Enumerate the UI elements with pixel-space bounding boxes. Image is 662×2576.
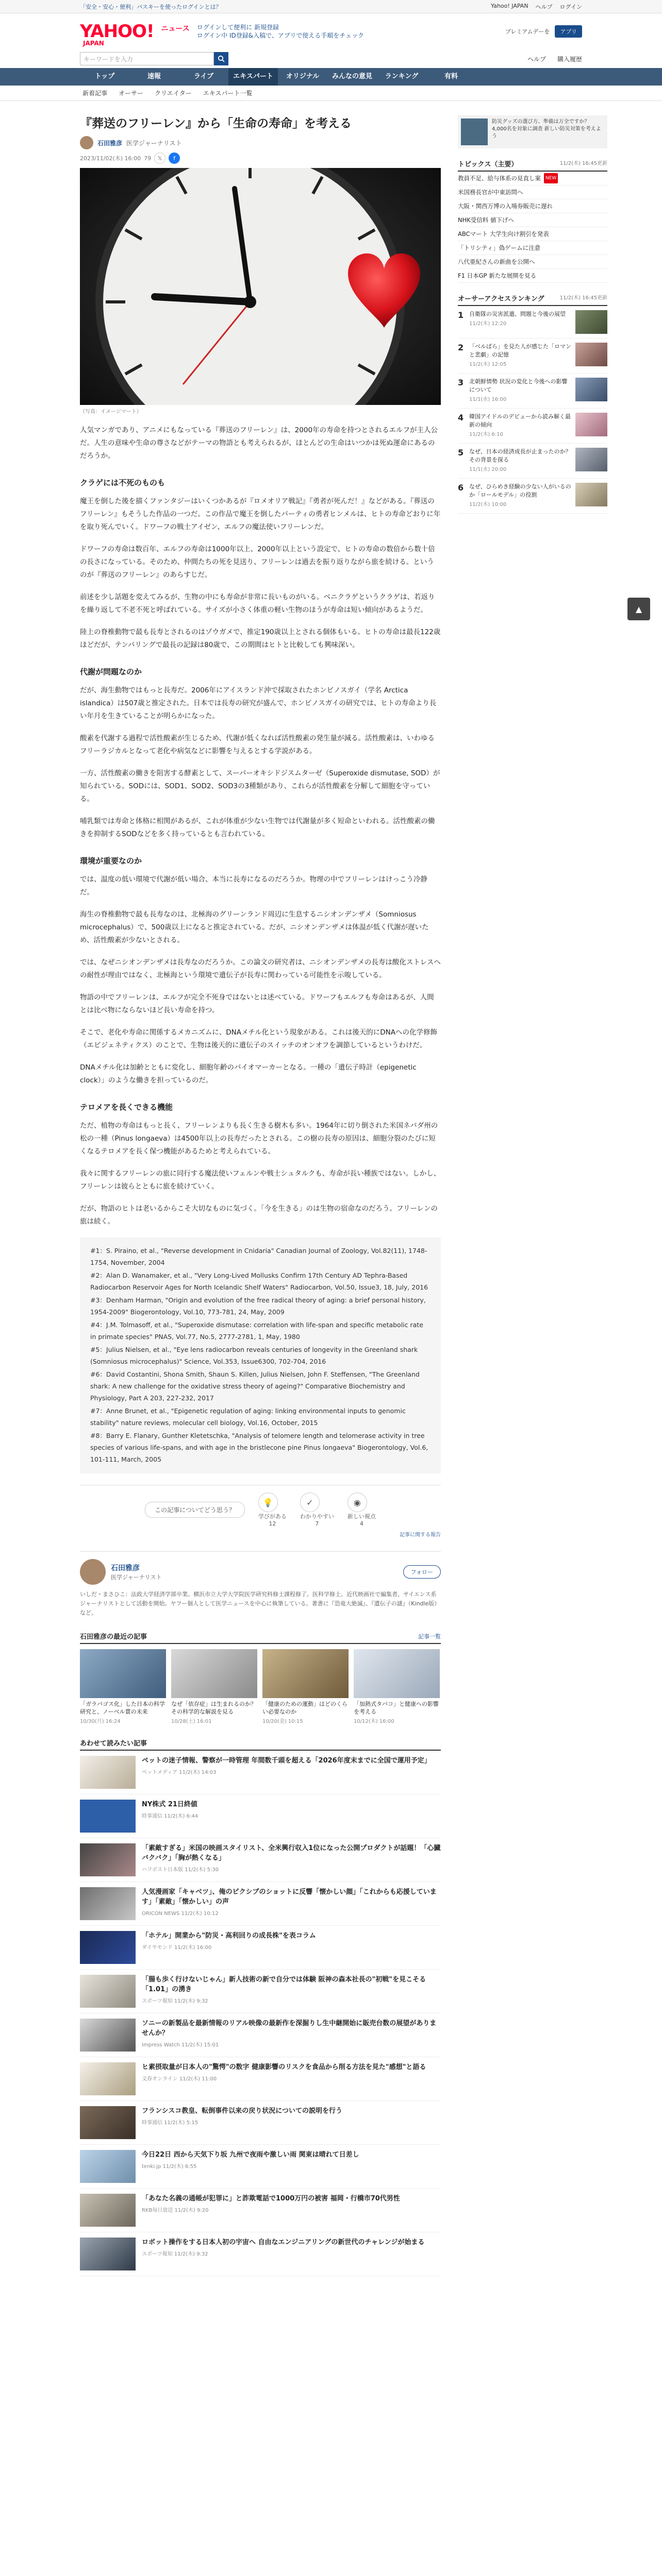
reference-item: #4：J.M. Tolmasoff, et al., "Superoxide dismutase: correlation with life-span and specific metabolic rate in primate species" PNAS, Vol.77, No.5, 2777-2781, 1, May, 1980 bbox=[90, 1321, 423, 1341]
ranking-heading-text: オーサーアクセスランキング bbox=[458, 295, 544, 303]
nav-item-paid[interactable]: 有料 bbox=[444, 73, 458, 80]
rec-title: ソニーの新製品を最新情報のリアル映像の最新作を深掘りし生中継開始に販売台数の展望がありませんか？ bbox=[142, 2020, 437, 2037]
card-title: 「ガラパゴス化」した日本の科学研究と、ノーベル賞の未来 bbox=[80, 1701, 165, 1715]
ranking-item[interactable] bbox=[458, 479, 607, 514]
recent-heading-text: 石田雅彦の最近の記事 bbox=[80, 1633, 147, 1641]
rec-source: スポーツ報知 11/2(木) 9:32 bbox=[142, 2251, 208, 2257]
rec-source: ORICON NEWS 11/2(木) 10:12 bbox=[142, 1911, 219, 1917]
recommend-item[interactable] bbox=[80, 2057, 441, 2101]
rec-thumbnail bbox=[80, 1931, 136, 1964]
card-date: 10/12(木) 16:00 bbox=[354, 1719, 394, 1724]
top-utility-bar bbox=[0, 0, 662, 13]
rec-thumbnail bbox=[80, 1800, 136, 1833]
ad-text: 防災グッズの選び方、準備は万全ですか？ 4,000名を対象に調査 新しい防災対策を考えよう bbox=[492, 119, 601, 139]
rec-thumbnail bbox=[80, 2019, 136, 2052]
service-name[interactable]: ニュース bbox=[161, 25, 190, 33]
nav-item-top[interactable]: トップ bbox=[94, 73, 115, 80]
card-thumbnail bbox=[354, 1649, 440, 1698]
author-row bbox=[80, 136, 441, 149]
body-paragraph: 我々に関するフリーレンの旅に同行する魔法使いフェルンや戦士シュタルクも、寿命が長い種族ではない。しかし、フリーレンは彼らとともに旅を続けていく。 bbox=[80, 1170, 441, 1191]
date-row bbox=[80, 152, 441, 164]
eye-icon: ◉ bbox=[347, 1493, 367, 1512]
recent-article-card[interactable] bbox=[80, 1649, 166, 1724]
recommend-heading-text: あわせて読みたい記事 bbox=[80, 1740, 147, 1748]
ranking-item[interactable] bbox=[458, 409, 607, 444]
rec-source: Impress Watch 11/2(木) 15:01 bbox=[142, 2042, 219, 2048]
nav-item-live[interactable]: ライブ bbox=[193, 73, 214, 80]
rec-thumbnail bbox=[80, 2194, 136, 2227]
recommend-heading bbox=[80, 1738, 441, 1751]
body-paragraph: DNAメチル化は加齢とともに変化し、細胞年齢のバイオマーカーとなる。一種の「遺伝子時計（epigenetic clock）」のような働きを担っているのだ。 bbox=[80, 1063, 417, 1084]
topics-heading-text: トピックス（主要） bbox=[458, 161, 518, 168]
search-button[interactable] bbox=[214, 52, 228, 65]
topic-item[interactable] bbox=[458, 185, 607, 199]
author-role: 医学ジャーナリスト bbox=[126, 139, 182, 147]
reference-item: #7：Anne Brunet, et al., "Epigenetic regulation of aging: linking environmental inputs to genomic stability" nature reviews, molecular cell biology, Vol.16, October, 2015 bbox=[90, 1407, 406, 1427]
reaction-new-view[interactable] bbox=[347, 1493, 376, 1527]
topic-item[interactable] bbox=[458, 213, 607, 227]
section-heading-2: 代謝が問題なのか bbox=[80, 667, 142, 676]
search-row bbox=[0, 49, 662, 68]
reaction-label: 新しい視点 bbox=[347, 1513, 376, 1520]
yahoo-logo[interactable] bbox=[80, 21, 154, 47]
search-input[interactable] bbox=[80, 52, 214, 65]
hero-image bbox=[80, 168, 441, 405]
topic-title: 米国務長官が中東訪問へ bbox=[458, 189, 523, 196]
author-avatar[interactable] bbox=[80, 136, 93, 149]
rec-thumbnail bbox=[80, 1975, 136, 2008]
reaction-count: 4 bbox=[359, 1520, 363, 1527]
rec-title: 「素敵すぎる」米国の映画スタイリスト、全米興行収入1位になった公開プロダクトが話題！「心臓バクバク」「胸が熱くなる」 bbox=[142, 1844, 441, 1862]
profile-name[interactable]: 石田雅彦 bbox=[111, 1564, 140, 1572]
search-icon bbox=[218, 55, 225, 62]
nav-item-ranking[interactable]: ランキング bbox=[385, 73, 419, 80]
topic-title: F1 日本GP 新たな展開を見る bbox=[458, 272, 537, 279]
references-box bbox=[80, 1238, 441, 1473]
follow-button[interactable]: フォロー bbox=[403, 1565, 441, 1579]
logo-sub: JAPAN bbox=[83, 40, 104, 47]
topic-title: 教員不足、給与体系の見直し案 bbox=[458, 175, 541, 182]
author-profile bbox=[80, 1551, 441, 1618]
rec-thumbnail bbox=[80, 1843, 136, 1876]
card-thumbnail bbox=[80, 1649, 166, 1698]
card-thumbnail bbox=[171, 1649, 257, 1698]
rec-title: 今日22日 西から天気下り坂 九州で夜雨や激しい雨 関東は晴れて日差し bbox=[142, 2151, 359, 2159]
recommend-item[interactable] bbox=[80, 2189, 441, 2232]
new-badge: NEW bbox=[544, 173, 558, 183]
rec-source: 文春オンライン 11/2(木) 11:00 bbox=[142, 2076, 217, 2082]
reaction-label: 学びがある bbox=[258, 1513, 287, 1520]
sidebar-ad[interactable] bbox=[458, 115, 607, 148]
card-title: なぜ「依存症」は生まれるのか？その科学的な解説を見る bbox=[171, 1701, 256, 1715]
subnav-expert-list[interactable]: エキスパート一覧 bbox=[203, 90, 253, 97]
rec-title: ヒ素摂取量が日本人の"驚愕"の数字 健康影響のリスクを食品から削る方法を見た"感想"と語る bbox=[142, 2063, 426, 2071]
top-link-yahoo[interactable]: Yahoo! JAPAN bbox=[491, 2, 528, 9]
rank-number: 6 bbox=[458, 483, 464, 493]
rec-title: ロボット操作をする日本人初の宇宙へ 自由なエンジニアリングの新世代のチャレンジが始まる bbox=[142, 2239, 425, 2246]
ranking-item[interactable] bbox=[458, 338, 607, 374]
recent-articles-heading bbox=[80, 1631, 441, 1644]
body-paragraph: 海生の脊椎動物で最も長寿なのは、北極海のグリーンランド周辺に生息するニシオンデンザメ（Somniosus microcephalus）で、500歳以上になると推定されている。だが、ニシオンデンザメは体温が低く代謝が遅いため、活性酸素が少ないとされる。 bbox=[80, 910, 429, 944]
rank-number: 5 bbox=[458, 448, 464, 457]
rank-title: なぜ、日本の経済成長が止まったのか？その背景を探る bbox=[469, 448, 571, 463]
intro-paragraph: 人気マンガであり、アニメにもなっている『葬送のフリーレン』は、2000年の寿命を持つとされるエルフが主人公だ。人生の意味や生命の尊さなどがテーマの物語とも考えられるが、ほとんどの生命はいつかは死ぬ運命にあるのだろうか。 bbox=[80, 426, 438, 460]
clock-heart-photo bbox=[80, 168, 441, 405]
topic-item[interactable] bbox=[458, 269, 607, 283]
topic-title: 八代亜紀さんの新曲を公開へ bbox=[458, 258, 535, 265]
rank-thumbnail bbox=[575, 483, 607, 506]
topic-item[interactable] bbox=[458, 227, 607, 241]
search-right-links bbox=[527, 55, 582, 63]
rec-title: NY株式 21日終値 bbox=[142, 1801, 197, 1808]
profile-avatar[interactable] bbox=[80, 1559, 106, 1585]
topics-heading bbox=[458, 159, 607, 172]
sub-nav bbox=[0, 86, 662, 101]
subnav-creator[interactable]: クリエイター bbox=[155, 90, 192, 97]
ad-thumbnail bbox=[461, 118, 488, 145]
arrow-up-icon: ▲ bbox=[635, 604, 642, 614]
topic-title: NHK受信料 値下げへ bbox=[458, 216, 514, 224]
rec-source: スポーツ報知 11/2(木) 9:32 bbox=[142, 1998, 208, 2004]
top-links bbox=[491, 3, 582, 11]
global-nav bbox=[0, 68, 662, 86]
reaction-count: 7 bbox=[315, 1520, 319, 1527]
rec-source: tenki.jp 11/2(木) 6:55 bbox=[142, 2164, 197, 2170]
recommend-item[interactable] bbox=[80, 1751, 441, 1794]
ranking-list bbox=[458, 306, 607, 514]
card-date: 10/30(月) 16:24 bbox=[80, 1719, 121, 1724]
recommend-item[interactable] bbox=[80, 1838, 441, 1882]
reaction-prompt-bubble: この記事についてどう思う？ bbox=[145, 1502, 245, 1518]
card-date: 10/20(金) 10:15 bbox=[262, 1719, 303, 1724]
card-date: 10/28(土) 16:01 bbox=[171, 1719, 212, 1724]
body-paragraph: 一方、活性酸素の働きを阻害する酵素として、スーパーオキシドジスムターゼ（Superoxide dismutase, SOD）が知られている。SODには、SOD1、SOD2、SOD3の3種類があり、これらが活性酸素を分解して細胞を守っている。 bbox=[80, 769, 440, 803]
recent-more-link[interactable]: 記事一覧 bbox=[418, 1633, 441, 1640]
topics-updated: 11/2(木) 16:45更新 bbox=[559, 161, 607, 166]
rec-thumbnail bbox=[80, 2150, 136, 2183]
topic-item[interactable] bbox=[458, 172, 607, 185]
card-title: 「加熱式タバコ」と健康への影響を考える bbox=[354, 1701, 439, 1715]
rank-title: 韓国アイドルのデビューから読み解く最新の傾向 bbox=[469, 413, 571, 428]
body-paragraph: だが、物語のヒトは老いるからこそ大切なものに気づく。「今を生きる」のは生物の宿命なのだろう。フリーレンの旅は続く。 bbox=[80, 1205, 438, 1226]
rank-number: 1 bbox=[458, 310, 464, 320]
topic-title: 「トリシティ」偽ゲームに注意 bbox=[458, 244, 541, 251]
rank-number: 3 bbox=[458, 378, 464, 387]
search-placeholder: キーワードを入力 bbox=[84, 55, 134, 63]
rank-date: 11/1(水) 16:00 bbox=[469, 397, 507, 402]
reaction-clear[interactable] bbox=[300, 1493, 334, 1527]
profile-row bbox=[80, 1559, 441, 1585]
rec-title: 「腸も歩く行けないじゃん」新人技術の新で自分では体験 阪神の森本社長の"初戦"を見こそる「1.01」の湧き bbox=[142, 1976, 426, 1993]
recommend-item[interactable] bbox=[80, 2145, 441, 2189]
body-paragraph: では、なぜニシオンデンザメは長寿なのだろうか。この論文の研究者は、ニシオンデンザメの長寿は酸化ストレスへの耐性が理由ではなく、北極海という環境で遺伝子が長寿に関わっている可能性を示唆している。 bbox=[80, 958, 441, 979]
topic-item[interactable] bbox=[458, 199, 607, 213]
profile-text: いしだ・まさひこ：法政大学経済学部卒業。横浜市立大学大学院医学研究科修士課程修了。医科学修士。近代映画社で編集者、サイエンス系ジャーナリストとして活動を開始。ヤフー個人として医学ニュースを中心に執筆している。著書に『恐竜大絶滅』、『遺伝子の謎』（Kindle版）など。 bbox=[80, 1591, 440, 1616]
recent-article-cards bbox=[80, 1649, 441, 1724]
rank-title: 自衛隊の災害派遣、問題と今後の展望 bbox=[469, 311, 566, 317]
ranking-item[interactable] bbox=[458, 374, 607, 409]
reference-item: #1：S. Piraino, et al., "Reverse development in Cnidaria" Canadian Journal of Zoology, Vol.82(11), 1748-1754, November, 2004 bbox=[90, 1247, 427, 1266]
reference-item: #3：Denham Harman, "Origin and evolution of the free radical theory of aging: a brief personal history, 1954-2009" Biogerontology, Vol.10, 773-781, 24, May, 2009 bbox=[90, 1296, 426, 1316]
passkey-banner-link[interactable]: 「安全・安心・便利」パスキーを使ったログインとは？ bbox=[80, 3, 222, 10]
nav-item-original[interactable]: オリジナル bbox=[286, 73, 320, 80]
reference-item: #8：Barry E. Flanary, Gunther Kletetschka, "Analysis of telomere length and telomerase activity in tree species of various life-spans, and with age in the bristlecone pine Pinus longaeva" Biogerontology, Vol.6, 101-111, March, 2005 bbox=[90, 1432, 428, 1463]
recent-article-card[interactable] bbox=[262, 1649, 349, 1724]
section-heading-4: テロメアを長くできる機能 bbox=[80, 1103, 173, 1112]
topic-item[interactable] bbox=[458, 255, 607, 269]
ranking-item[interactable] bbox=[458, 306, 607, 338]
reference-item: #2：Alan D. Wanamaker, et al., "Very Long-Lived Mollusks Confirm 17th Century AD Tephra-Based Radiocarbon Reservoir Ages for North Icelandic Shelf Waters" Radiocarbon, Vol.50, Issue3, 18, July, 2016 bbox=[90, 1272, 428, 1291]
body-paragraph: 陸上の脊椎動物で最も長寿とされるのはゾウガメで、推定190歳以上とされる個体もいる。ヒトの寿命は最長122歳ほどだが、テンパリングで最長の記録は80歳で、この期間はヒトと比較しても興味深い。 bbox=[80, 628, 441, 649]
recommend-item[interactable] bbox=[80, 2101, 441, 2145]
rec-title: 人気漫画家「キャベツ」、俺のピクシブのショットに反響「懐かしい顔」「これからも応援しています」「素敵」「懐かしい」の声 bbox=[142, 1888, 437, 1906]
facebook-share-icon[interactable]: f bbox=[169, 152, 180, 164]
subnav-new[interactable]: 新着記事 bbox=[82, 90, 108, 97]
subnav-author[interactable]: オーサー bbox=[119, 90, 144, 97]
topic-title: ABCマート 大学生向け割引を発表 bbox=[458, 230, 549, 238]
section-heading-1: クラゲには不死のものも bbox=[80, 478, 166, 487]
rank-date: 11/2(木) 6:10 bbox=[469, 432, 503, 437]
rec-title: フランシスコ教皇、転倒事件以来の戻り状況についての説明を行う bbox=[142, 2107, 343, 2115]
promo-line-1[interactable]: ログインして便利に 新規登録 bbox=[196, 24, 279, 31]
rec-title: 「あなた名義の通帳が犯罪に」と詐欺電話で1000万円の被害 福岡・行橋市70代男性 bbox=[142, 2195, 400, 2202]
rec-thumbnail bbox=[80, 2106, 136, 2139]
body-paragraph: ただ、植物の寿命はもっと長く、フリーレンよりも長く生きる樹木も多い。1964年に切り倒された米国ネバダ州の松の一種（Pinus longaeva）は4500年以上の長寿だったとされる。この樹の長寿の原因は、細胞分裂のたびに短くなるテロメアを長く保つ機能があるためと考えられている。 bbox=[80, 1122, 438, 1156]
nav-item-opinion[interactable]: みんなの意見 bbox=[332, 73, 372, 80]
rank-thumbnail bbox=[575, 310, 607, 334]
card-thumbnail bbox=[262, 1649, 349, 1698]
rank-thumbnail bbox=[575, 413, 607, 436]
rec-source: ハフポスト日本版 11/2(木) 5:30 bbox=[142, 1867, 219, 1873]
reaction-bar bbox=[80, 1485, 441, 1527]
report-link[interactable]: 記事に関する報告 bbox=[400, 1532, 441, 1538]
recommend-list bbox=[80, 1751, 441, 2276]
rank-date: 11/1(水) 20:00 bbox=[469, 467, 507, 472]
reference-item: #5：Julius Nielsen, et al., "Eye lens radiocarbon reveals centuries of longevity in the Greenland shark (Somniosus microcephalus)" Science, Vol.353, Issue6300, 702-704, 2016 bbox=[90, 1346, 418, 1365]
top-link-help[interactable]: ヘルプ bbox=[535, 3, 553, 10]
rank-date: 11/2(木) 12:20 bbox=[469, 321, 507, 327]
reaction-count: 12 bbox=[269, 1520, 276, 1527]
profile-badge: 医学ジャーナリスト bbox=[111, 1574, 162, 1581]
app-button[interactable]: アプリ bbox=[555, 25, 582, 38]
recommend-item[interactable] bbox=[80, 1970, 441, 2013]
rank-date: 11/2(木) 10:00 bbox=[469, 502, 507, 507]
body-paragraph: 物語の中でフリーレンは、エルフが完全不死身ではないとは述べている。ドワーフもエルフも寿命はあるが、人間とは比べ物にならないほど長い寿命を持つ。 bbox=[80, 993, 434, 1014]
topics-list bbox=[458, 172, 607, 283]
article-title: 『葬送のフリーレン』から「生命の寿命」を考える bbox=[80, 117, 352, 130]
rec-thumbnail bbox=[80, 1756, 136, 1789]
rec-source: ペットメディア 11/2(木) 14:03 bbox=[142, 1770, 217, 1775]
recommend-item[interactable] bbox=[80, 2013, 441, 2057]
top-link-login[interactable]: ログイン bbox=[559, 3, 582, 10]
rec-title: 「ホテル」開業から"防災・高利回りの成長株"を表コラム bbox=[142, 1932, 316, 1940]
recommend-item[interactable] bbox=[80, 1926, 441, 1970]
sidebar bbox=[458, 115, 607, 514]
nav-item-breaking[interactable]: 速報 bbox=[147, 73, 161, 80]
profile-name-block bbox=[111, 1563, 162, 1581]
share-count: 79 bbox=[144, 155, 152, 162]
rec-source: ダイヤモンド 11/2(木) 16:00 bbox=[142, 1945, 212, 1951]
logo-text: YAHOO! bbox=[80, 21, 154, 42]
body-paragraph: そこで、老化や寿命に関係するメカニズムに、DNAメチル化という現象がある。これは後天的にDNAへの化学修飾（エピジェネティクス）のことで、生物は後天的に遺伝子のスイッチのオンオフを調節しているというわけだ。 bbox=[80, 1028, 438, 1049]
purchase-history-link[interactable]: 購入履歴 bbox=[557, 55, 582, 63]
author-name[interactable]: 石田雅彦 bbox=[97, 139, 123, 147]
premium-link[interactable]: プレミアムデーを bbox=[505, 28, 550, 35]
card-title: 「健康のための運動」はどのくらい必要なのか bbox=[262, 1701, 347, 1715]
recent-article-card[interactable] bbox=[354, 1649, 440, 1724]
recent-article-card[interactable] bbox=[171, 1649, 257, 1724]
help-link[interactable]: ヘルプ bbox=[527, 55, 546, 63]
recommend-item[interactable] bbox=[80, 2232, 441, 2276]
body-paragraph: 前述を少し話題を変えてみるが、生物の中にも寿命が非常に長いものがいる。ベニクラゲというクラゲは、若返りを繰り返して不老不死と呼ばれている。サイズが小さく体重の軽い生物のほうが寿命は短い傾向があるようだ。 bbox=[80, 593, 435, 614]
rank-title: なぜ、ひらめき経験の少ない人がいるのか「ロールモデル」の役割 bbox=[469, 483, 571, 498]
header-right bbox=[505, 25, 582, 38]
body-paragraph: ドワーフの寿命は数百年、エルフの寿命は1000年以上、2000年以上という設定で、ヒトの寿命の数倍から数十倍の長さになっている。そのため、仲間たちの死を見送り、フリーレンは過去を振り返りながら旅を続ける。というのが『葬送のフリーレン』のあらすじだ。 bbox=[80, 545, 435, 579]
topic-item[interactable] bbox=[458, 241, 607, 255]
rank-thumbnail bbox=[575, 448, 607, 471]
body-paragraph: では、温度の低い環境で代謝が低い場合、本当に長寿になるのだろうか。物理の中でフリーレンはけっこう冷静だ。 bbox=[80, 875, 427, 896]
article-date: 2023/11/02(木) 16:00 bbox=[80, 155, 141, 162]
rank-number: 4 bbox=[458, 413, 464, 422]
rank-thumbnail bbox=[575, 378, 607, 401]
recommend-item[interactable] bbox=[80, 1882, 441, 1926]
login-promo bbox=[197, 23, 364, 40]
ranking-heading bbox=[458, 293, 607, 306]
article-column bbox=[80, 115, 441, 2276]
body-paragraph: だが、海生動物ではもっと長寿だ。2006年にアイスランド沖で採取されたホンビノスガイ（学名 Arctica islandica）は507歳と推定された。日本では長寿の研究が盛んで、ホンビノスガイの研究では、ヒトの寿命より長い年月を生きていることが明らかになった。 bbox=[80, 686, 437, 720]
topic-title: 大阪・関西万博の入場券販売に遅れ bbox=[458, 202, 553, 210]
section-heading-3: 環境が重要なのか bbox=[80, 856, 142, 866]
rec-thumbnail bbox=[80, 2238, 136, 2270]
rank-thumbnail bbox=[575, 343, 607, 366]
ranking-item[interactable] bbox=[458, 444, 607, 479]
site-header bbox=[0, 13, 662, 49]
lightbulb-icon: 💡 bbox=[258, 1493, 278, 1512]
reference-item: #6：David Costantini, Shona Smith, Shaun S. Killen, Julius Nielsen, John F. Steffensen, "The Greenland shark: A new challenge for the oxidative stress theory of ageing?" Comparative Biochemistry and Physiology, Part A 203, 227-232, 2017 bbox=[90, 1370, 420, 1402]
rank-title: 「ベルばら」を見た人が感じた「ロマンと悲劇」の記憶 bbox=[469, 343, 571, 358]
reaction-learn[interactable] bbox=[258, 1493, 287, 1527]
ranking-updated: 11/2(木) 16:45更新 bbox=[559, 295, 607, 301]
page-top-button[interactable] bbox=[627, 598, 650, 620]
rec-source: 時事通信 11/2(木) 5:15 bbox=[142, 2120, 198, 2126]
rank-title: 北朝鮮情勢 状況の変化と今後への影響について bbox=[469, 378, 568, 393]
check-icon: ✓ bbox=[300, 1493, 320, 1512]
rec-thumbnail bbox=[80, 2062, 136, 2095]
rec-source: RKB毎日放送 11/2(木) 9:20 bbox=[142, 2208, 209, 2213]
rec-title: ペットの迷子情報、警察が一時管理 年間数千頭を超える「2026年度末までに全国で運用予定」 bbox=[142, 1757, 431, 1765]
reaction-label: わかりやすい bbox=[300, 1513, 334, 1520]
recommend-item[interactable] bbox=[80, 1794, 441, 1838]
body-paragraph: 酸素を代謝する過程で活性酸素が生じるため、代謝が低くなれば活性酸素の発生量が減る。活性酸素は、いわゆるフリーラジカルとなって老化や病気などに影響を与えるとする学説がある。 bbox=[80, 734, 435, 755]
hero-caption: （写真：イメージマート） bbox=[80, 409, 142, 415]
x-share-icon[interactable]: 𝕏 bbox=[154, 152, 166, 164]
rank-number: 2 bbox=[458, 343, 464, 352]
body-paragraph: 哺乳類では寿命と体格に相関があるが、これが体重が少ない生物では代謝量が多く短命といわれる。活性酸素の働きを抑制するSODなどを多く持っているとも言われている。 bbox=[80, 817, 435, 838]
promo-line-2[interactable]: ログイン中 ID登録&入稿で、アプリで使える手順をチェック bbox=[196, 32, 365, 39]
nav-item-expert[interactable]: エキスパート bbox=[228, 68, 278, 86]
body-paragraph: 魔王を倒した後を描くファンタジーはいくつかあるが『ロメオリア戦記』『勇者が死んだ！』などがある。『葬送のフリーレン』もそうした作品の一つだ。この作品で魔王を倒したパーティの勇者ヒンメルは、ヒトの寿命どおりに年を取り死んでいく。ドワーフの戦士アイゼン、エルフの魔法使いフリーレンだ。 bbox=[80, 497, 441, 531]
rec-source: 時事通信 11/2(木) 6:44 bbox=[142, 1814, 198, 1819]
rec-thumbnail bbox=[80, 1887, 136, 1920]
rank-date: 11/2(木) 12:05 bbox=[469, 362, 507, 367]
